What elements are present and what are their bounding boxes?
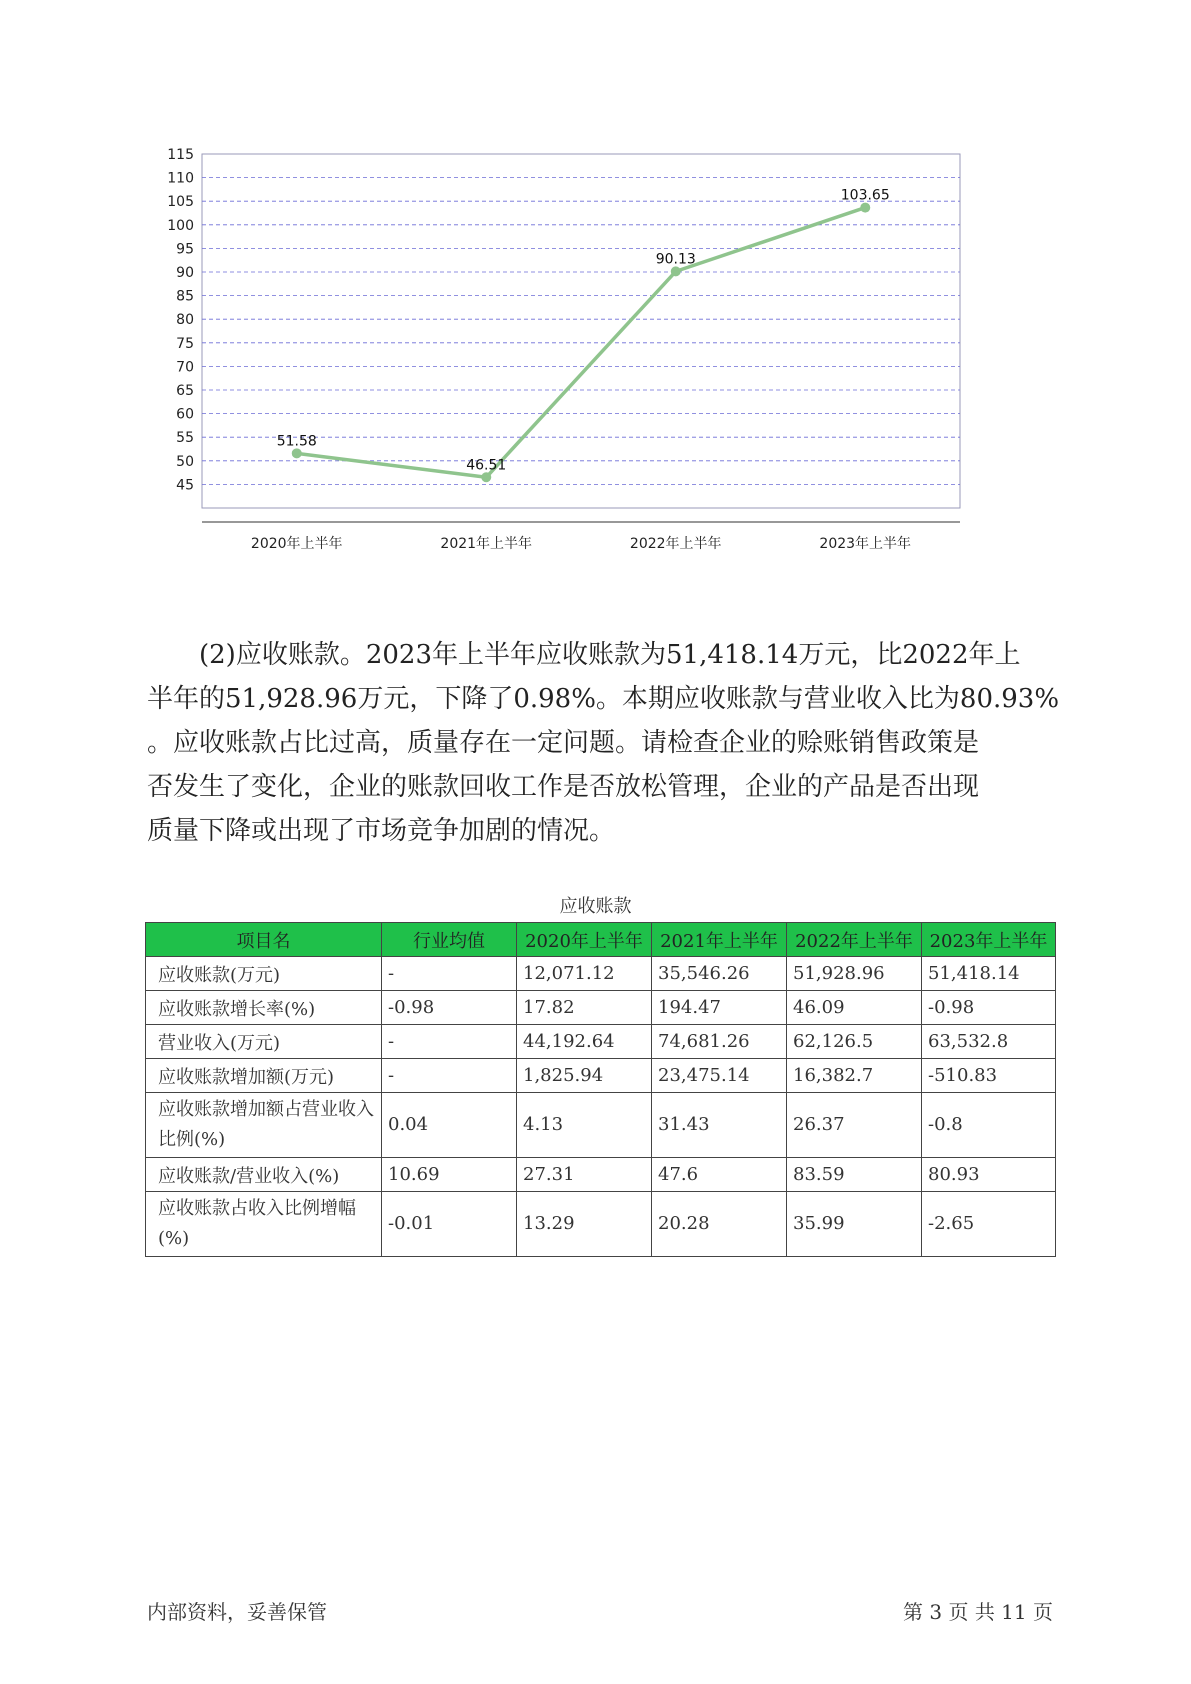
footer-page-number: 第 3 页 共 11 页 (903, 1600, 1053, 1624)
y-tick-label: 55 (176, 430, 194, 447)
x-tick-label: 2023年上半年 (819, 536, 912, 552)
header-cell: 2023年上半年 (922, 923, 1056, 957)
row-label: 应收账款占收入比例增幅(%) (146, 1192, 382, 1257)
table-cell: 46.09 (787, 991, 922, 1025)
x-tick-label: 2022年上半年 (629, 536, 722, 552)
data-point (481, 472, 491, 482)
table-cell: 1,825.94 (517, 1059, 652, 1093)
table-cell: 10.69 (382, 1158, 517, 1192)
table-cell: 27.31 (517, 1158, 652, 1192)
data-point (292, 448, 302, 458)
y-tick-label: 50 (176, 453, 194, 470)
table-cell: 12,071.12 (517, 957, 652, 991)
data-label: 46.51 (466, 457, 507, 474)
table-cell: 23,475.14 (652, 1059, 787, 1093)
y-tick-label: 65 (176, 383, 194, 399)
table-cell: 31.43 (652, 1093, 787, 1158)
receivables-analysis-paragraph (147, 633, 1060, 853)
table-cell: 35,546.26 (652, 957, 787, 991)
row-label: 应收账款(万元) (146, 957, 382, 991)
table-row (146, 1025, 1056, 1059)
y-tick-label: 60 (176, 406, 194, 423)
table-row (146, 1093, 1056, 1158)
table-cell: -0.98 (922, 991, 1056, 1025)
y-tick-label: 90 (176, 265, 194, 281)
header-cell: 2021年上半年 (652, 923, 787, 957)
x-tick-label: 2020年上半年 (250, 536, 343, 552)
table-row (146, 1059, 1056, 1093)
table-cell: 51,928.96 (787, 957, 922, 991)
table-cell: 194.47 (652, 991, 787, 1025)
table-cell: 35.99 (787, 1192, 922, 1257)
table-cell: -0.01 (382, 1192, 517, 1257)
table-cell: 62,126.5 (787, 1025, 922, 1059)
table-row (146, 991, 1056, 1025)
table-header-row (146, 923, 1056, 957)
y-tick-label: 45 (176, 477, 194, 494)
table-cell: 13.29 (517, 1192, 652, 1257)
y-tick-label: 80 (176, 312, 194, 329)
table-cell: - (382, 1059, 517, 1093)
table-cell: 51,418.14 (922, 957, 1056, 991)
row-label: 营业收入(万元) (146, 1025, 382, 1059)
header-cell: 2022年上半年 (787, 923, 922, 957)
table-cell: - (382, 1025, 517, 1059)
table-cell: 44,192.64 (517, 1025, 652, 1059)
y-tick-label: 105 (167, 194, 194, 211)
table-cell: 63,532.8 (922, 1025, 1056, 1059)
paragraph-line: 。应收账款占比过高，质量存在一定问题。请检查企业的赊账销售政策是 (147, 728, 980, 758)
footer-confidential-note: 内部资料，妥善保管 (147, 1600, 327, 1624)
data-point (860, 203, 870, 213)
table-row (146, 957, 1056, 991)
paragraph-line: (2)应收账款。2023年上半年应收账款为51,418.14万元，比2022年上 (199, 640, 1021, 670)
row-label: 应收账款增加额(万元) (146, 1059, 382, 1093)
y-tick-label: 95 (176, 241, 194, 258)
table-cell: 80.93 (922, 1158, 1056, 1192)
receivables-table (145, 922, 1056, 1257)
y-tick-label: 85 (176, 288, 194, 305)
header-cell: 项目名 (146, 923, 382, 957)
table-cell: 4.13 (517, 1093, 652, 1158)
paragraph-line: 否发生了变化，企业的账款回收工作是否放松管理，企业的产品是否出现 (147, 772, 980, 802)
y-tick-label: 110 (167, 170, 194, 187)
y-tick-label: 75 (176, 335, 194, 352)
header-cell: 行业均值 (382, 923, 517, 957)
row-label: 应收账款/营业收入(%) (146, 1158, 382, 1192)
data-point (671, 266, 681, 276)
table-cell: 47.6 (652, 1158, 787, 1192)
paragraph-line: 半年的51,928.96万元，下降了0.98%。本期应收账款与营业收入比为80.93% (147, 684, 1060, 714)
table-cell: -0.8 (922, 1093, 1056, 1158)
table-row (146, 1192, 1056, 1257)
receivables-ratio-line-chart (160, 148, 1020, 588)
table-cell: 0.04 (382, 1093, 517, 1158)
data-label: 51.58 (276, 433, 317, 450)
header-cell: 2020年上半年 (517, 923, 652, 957)
y-tick-label: 115 (167, 148, 194, 163)
table-row (146, 1158, 1056, 1192)
table-cell: 20.28 (652, 1192, 787, 1257)
table-cell: 83.59 (787, 1158, 922, 1192)
table-cell: 26.37 (787, 1093, 922, 1158)
table-caption: 应收账款 (559, 896, 632, 917)
data-label: 103.65 (840, 187, 890, 204)
table-cell: -0.98 (382, 991, 517, 1025)
table-cell: - (382, 957, 517, 991)
paragraph-line: 质量下降或出现了市场竞争加剧的情况。 (147, 816, 616, 846)
data-label: 90.13 (655, 251, 696, 268)
row-label: 应收账款增长率(%) (146, 991, 382, 1025)
table-cell: 74,681.26 (652, 1025, 787, 1059)
table-cell: -510.83 (922, 1059, 1056, 1093)
y-tick-label: 100 (167, 217, 194, 234)
table-cell: -2.65 (922, 1192, 1056, 1257)
table-cell: 16,382.7 (787, 1059, 922, 1093)
table-cell: 17.82 (517, 991, 652, 1025)
y-tick-label: 70 (176, 359, 194, 376)
row-label: 应收账款增加额占营业收入比例(%) (146, 1093, 382, 1158)
x-tick-label: 2021年上半年 (440, 536, 533, 552)
